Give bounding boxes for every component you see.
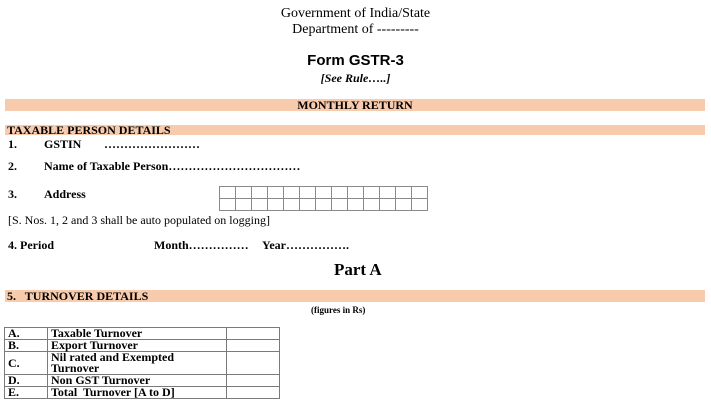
part-a-title: Part A — [334, 260, 382, 279]
taxable-person-name-label: Name of Taxable Person…………………………… — [44, 159, 301, 173]
address-grid-row — [220, 199, 428, 211]
address-grid-row — [220, 187, 428, 199]
address-cell[interactable] — [332, 199, 348, 211]
row-value[interactable] — [227, 375, 280, 387]
table-row — [5, 387, 280, 399]
address-cell[interactable] — [236, 199, 252, 211]
table-row — [5, 328, 280, 340]
field-1-number: 1. — [8, 137, 17, 151]
figures-unit-note: (figures in Rs) — [311, 305, 366, 315]
address-cell[interactable] — [364, 199, 380, 211]
auto-populate-note: [S. Nos. 1, 2 and 3 shall be auto populated on logging] — [8, 213, 270, 227]
row-value[interactable] — [227, 340, 280, 352]
row-label: Taxable Turnover — [48, 328, 227, 340]
government-line: Government of India/State — [280, 6, 431, 21]
row-code: B. — [5, 340, 48, 352]
address-cell[interactable] — [268, 199, 284, 211]
monthly-return-band — [5, 99, 705, 111]
row-code: A. — [5, 328, 48, 340]
address-cell[interactable] — [412, 199, 428, 211]
address-label: Address — [44, 187, 86, 201]
turnover-heading: 5. TURNOVER DETAILS — [7, 289, 149, 303]
row-value[interactable] — [227, 352, 280, 375]
form-rule: [See Rule…..] — [320, 71, 391, 85]
row-value[interactable] — [227, 387, 280, 399]
row-label: Nil rated and Exempted Turnover — [48, 352, 227, 375]
address-cell[interactable] — [300, 199, 316, 211]
row-code: C. — [5, 352, 48, 375]
address-cell[interactable] — [412, 187, 428, 199]
row-value[interactable] — [227, 328, 280, 340]
year-field[interactable]: Year……………. — [262, 238, 349, 252]
address-cell[interactable] — [236, 187, 252, 199]
address-cell[interactable] — [316, 199, 332, 211]
address-cell[interactable] — [284, 199, 300, 211]
address-cell[interactable] — [220, 199, 236, 211]
gstin-label: GSTIN — [44, 137, 82, 151]
month-field[interactable]: Month…………… — [154, 238, 249, 252]
address-cell[interactable] — [316, 187, 332, 199]
period-label: 4. Period — [8, 238, 54, 252]
address-cell[interactable] — [268, 187, 284, 199]
address-cell[interactable] — [252, 199, 268, 211]
address-cell[interactable] — [380, 187, 396, 199]
row-label: Total Turnover [A to D] — [48, 387, 227, 399]
address-cell[interactable] — [364, 187, 380, 199]
monthly-return-heading: MONTHLY RETURN — [297, 98, 413, 112]
address-cell[interactable] — [300, 187, 316, 199]
table-row — [5, 352, 280, 375]
row-label: Non GST Turnover — [48, 375, 227, 387]
address-cell[interactable] — [284, 187, 300, 199]
address-cell[interactable] — [332, 187, 348, 199]
row-code: D. — [5, 375, 48, 387]
row-label: Export Turnover — [48, 340, 227, 352]
field-2-number: 2. — [8, 159, 17, 173]
turnover-table — [4, 327, 280, 399]
field-3-number: 3. — [8, 187, 17, 201]
address-cell[interactable] — [348, 187, 364, 199]
address-cell[interactable] — [396, 187, 412, 199]
row-code: E. — [5, 387, 48, 399]
address-cell[interactable] — [396, 199, 412, 211]
form-title: Form GSTR-3 — [307, 52, 404, 69]
taxable-person-band — [5, 125, 705, 135]
taxable-person-heading: TAXABLE PERSON DETAILS — [7, 123, 171, 137]
address-cell[interactable] — [348, 199, 364, 211]
department-line: Department of --------- — [292, 22, 419, 37]
turnover-band — [5, 290, 705, 302]
address-cell[interactable] — [252, 187, 268, 199]
address-cell[interactable] — [380, 199, 396, 211]
gstin-dots[interactable]: …………………… — [104, 137, 200, 151]
address-grid[interactable] — [219, 186, 428, 211]
address-cell[interactable] — [220, 187, 236, 199]
